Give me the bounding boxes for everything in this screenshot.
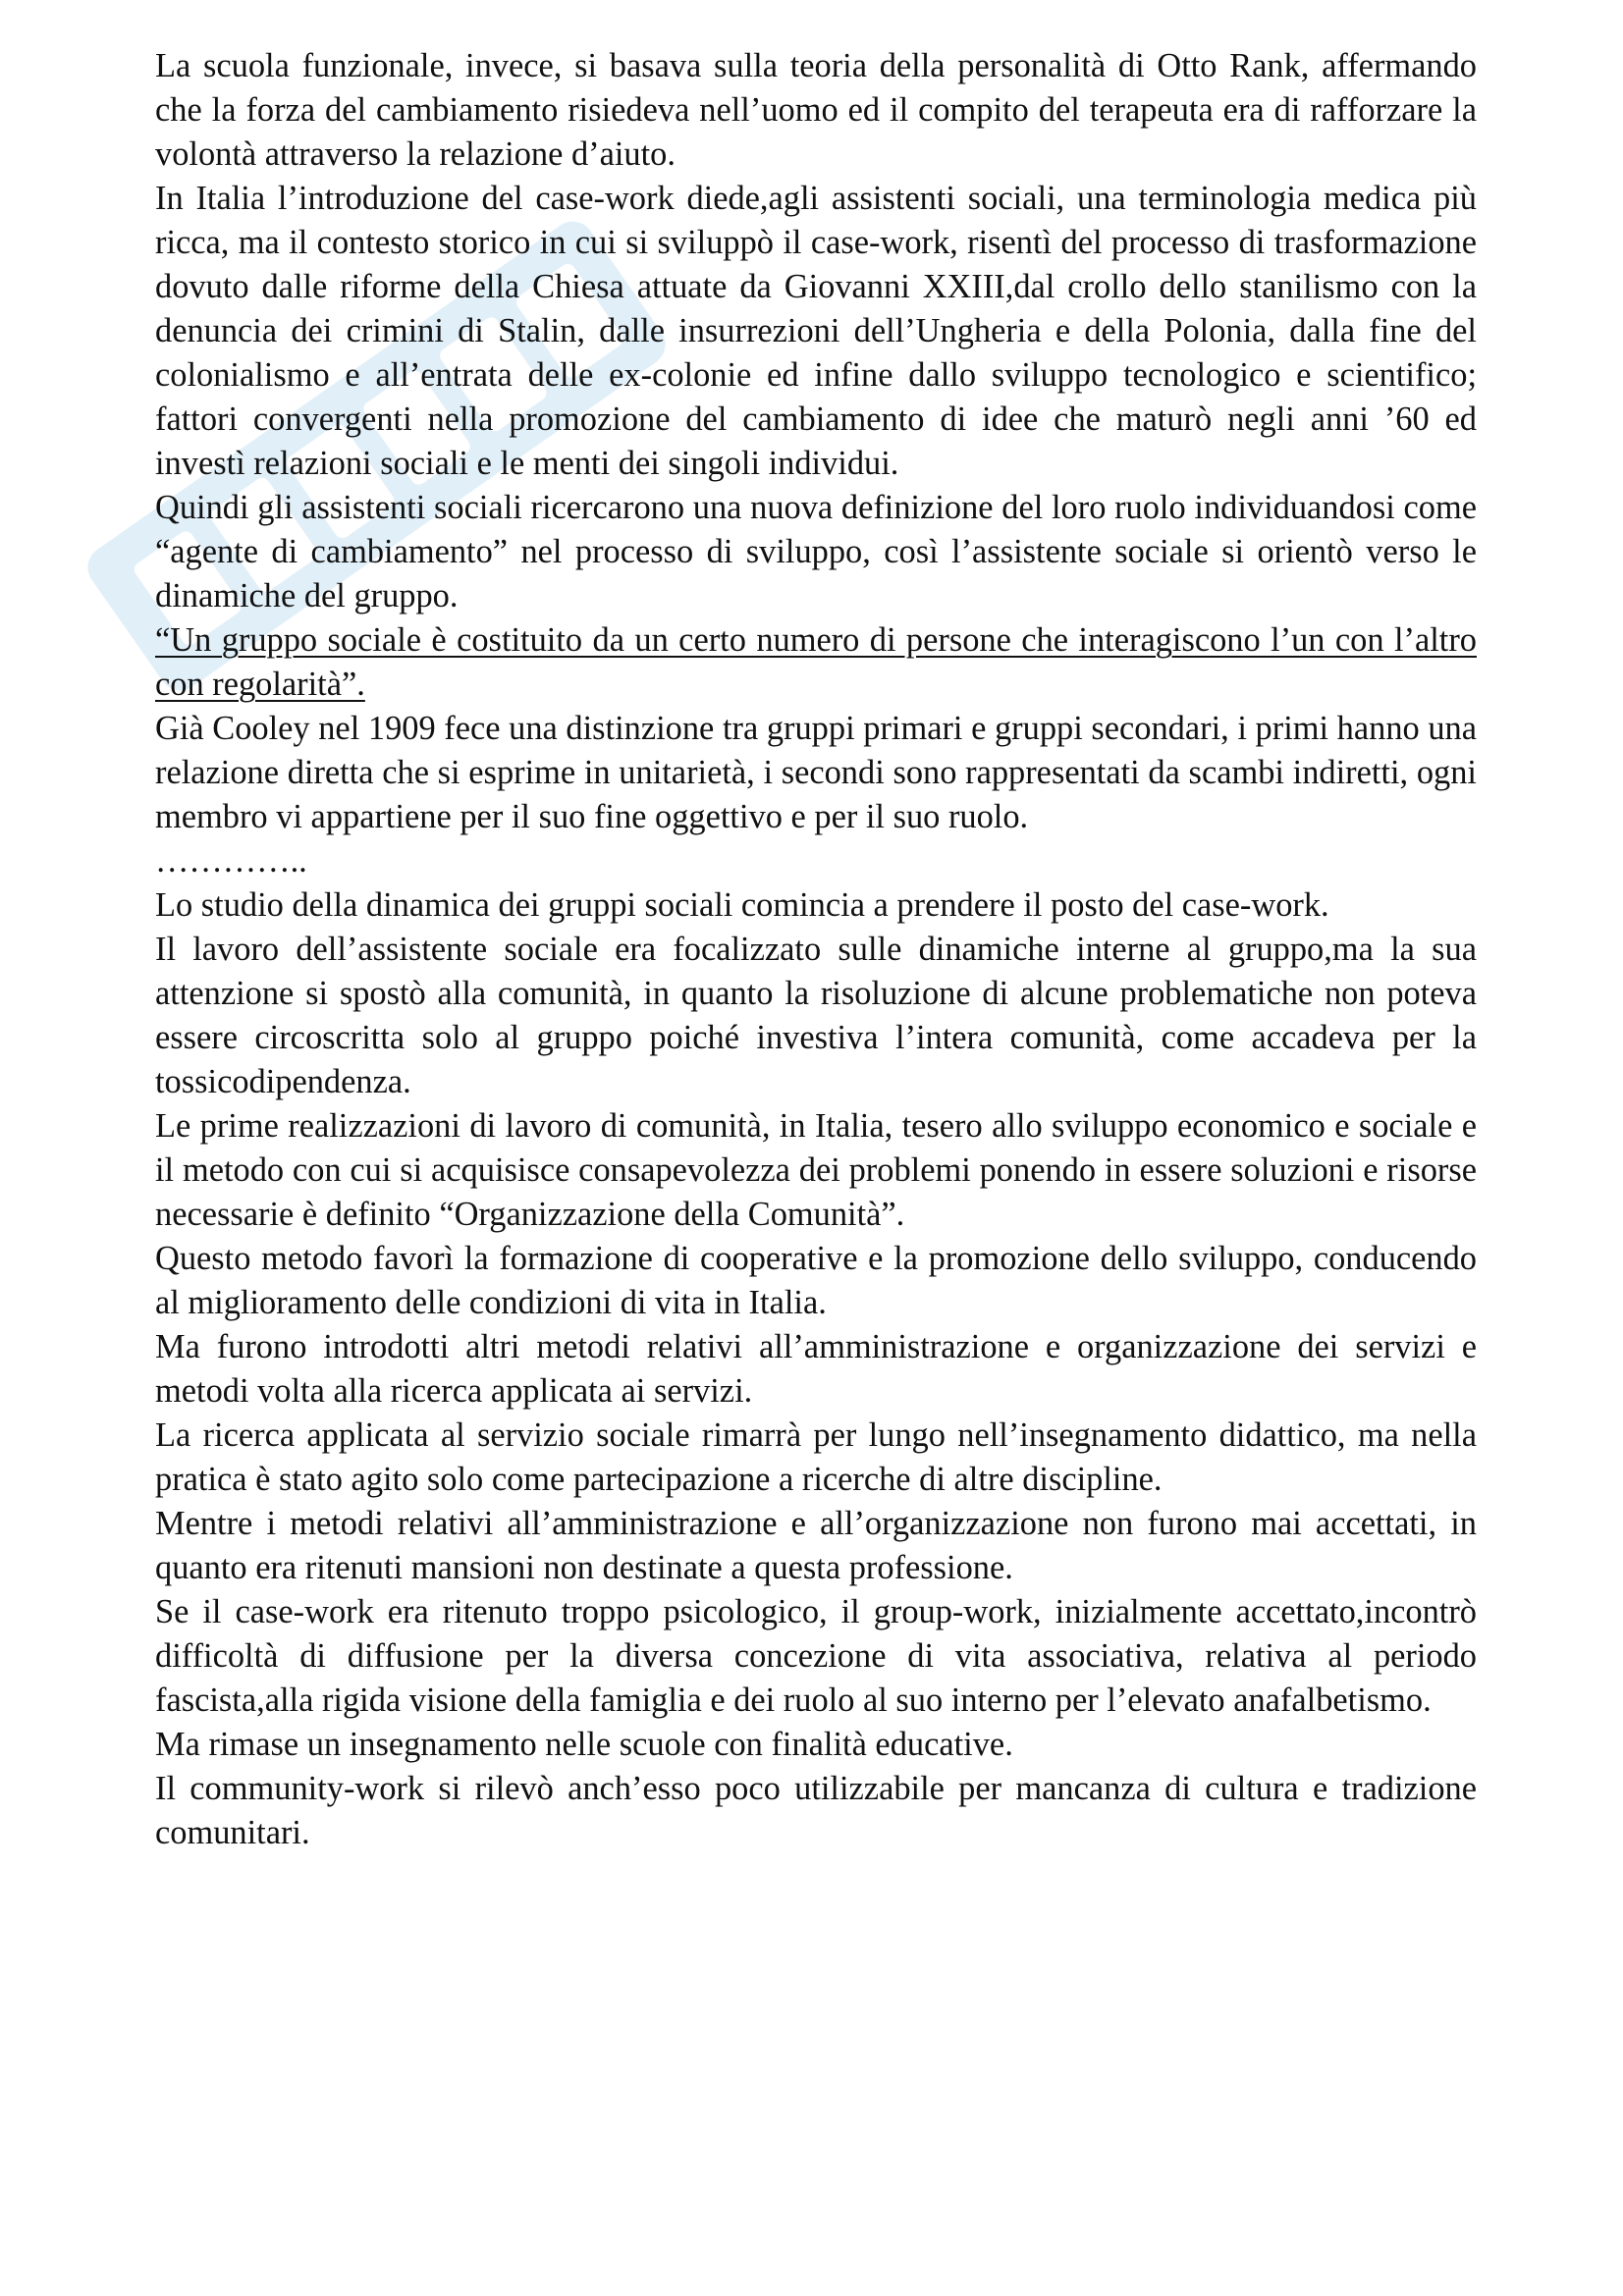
document-body	[155, 44, 1477, 1855]
paragraph-ricerca-applicata: La ricerca applicata al servizio sociale rimarrà per lungo nell’insegnamento didattico, ma nella pratica è stato agito solo come partecipazione a ricerche di altre discipline.	[155, 1416, 1477, 1498]
paragraph-lavoro-assistente: Il lavoro dell’assistente sociale era focalizzato sulle dinamiche interne al gruppo,ma la sua attenzione si spostò alla comunità, in quanto la risoluzione di alcune problematiche non poteva essere circoscritta solo al gruppo poiché investiva l’intera comunità, come accadeva per la tossicodipendenza.	[155, 931, 1477, 1100]
paragraph-cooley: Già Cooley nel 1909 fece una distinzione tra gruppi primari e gruppi secondari, i primi hanno una relazione diretta che si esprime in unitarietà, i secondi sono rappresentati da scambi indiretti, ogni membro vi appartiene per il suo fine oggettivo e per il suo ruolo.	[155, 710, 1477, 835]
paragraph-insegnamento: Ma rimase un insegnamento nelle scuole con finalità educative.	[155, 1726, 1013, 1763]
paragraph-definizione-gruppo: “Un gruppo sociale è costituito da un certo numero di persone che interagiscono l’un con l’altro con regolarità”.	[155, 621, 1477, 703]
paragraph-ellipsis: …………..	[155, 842, 307, 880]
paragraph-lavoro-comunita: Le prime realizzazioni di lavoro di comunità, in Italia, tesero allo sviluppo economico e sociale e il metodo con cui si acquisisce consapevolezza dei problemi ponendo in essere soluzioni e risorse necessarie è definito “Organizzazione della Comunità”.	[155, 1107, 1477, 1233]
paragraph-cooperative: Questo metodo favorì la formazione di cooperative e la promozione dello sviluppo, conducendo al miglioramento delle condizioni di vita in Italia.	[155, 1240, 1477, 1321]
paragraph-dinamica-gruppi: Lo studio della dinamica dei gruppi sociali comincia a prendere il posto del case-work.	[155, 886, 1329, 924]
paragraph-group-work: Se il case-work era ritenuto troppo psicologico, il group-work, inizialmente accettato,incontrò difficoltà di diffusione per la diversa concezione di vita associativa, relativa al periodo fascista,alla rigida visione della famiglia e dei ruolo al suo interno per l’elevato anafalbetismo.	[155, 1593, 1477, 1719]
paragraph-community-work: Il community-work si rilevò anch’esso poco utilizzabile per mancanza di cultura e tradizione comunitari.	[155, 1770, 1477, 1851]
paragraph-italia-case-work: In Italia l’introduzione del case-work diede,agli assistenti sociali, una terminologia medica più ricca, ma il contesto storico in cui si sviluppò il case-work, risentì del processo di trasformazione dovuto dalle riforme della Chiesa attuate da Giovanni XXIII,dal crollo dello stanilismo con la denuncia dei crimini di Stalin, dalle insurrezioni dell’Ungheria e della Polonia, dalla fine del colonialismo e all’entrata delle ex-colonie ed infine dallo sviluppo tecnologico e scientifico; fattori convergenti nella promozione del cambiamento di idee che maturò negli anni ’60 ed investì relazioni sociali e le menti dei singoli individui.	[155, 180, 1477, 482]
paragraph-amministrazione: Mentre i metodi relativi all’amministrazione e all’organizzazione non furono mai accettati, in quanto era ritenuti mansioni non destinate a questa professione.	[155, 1505, 1477, 1586]
paragraph-agente-di-cambiamento: Quindi gli assistenti sociali ricercarono una nuova definizione del loro ruolo individuandosi come “agente di cambiamento” nel processo di sviluppo, così l’assistente sociale si orientò verso le dinamiche del gruppo.	[155, 489, 1477, 614]
paragraph-scuola-funzionale: La scuola funzionale, invece, si basava sulla teoria della personalità di Otto Rank, affermando che la forza del cambiamento risiedeva nell’uomo ed il compito del terapeuta era di rafforzare la volontà attraverso la relazione d’aiuto.	[155, 47, 1477, 173]
paragraph-altri-metodi: Ma furono introdotti altri metodi relativi all’amministrazione e organizzazione dei servizi e metodi volta alla ricerca applicata ai servizi.	[155, 1328, 1477, 1410]
